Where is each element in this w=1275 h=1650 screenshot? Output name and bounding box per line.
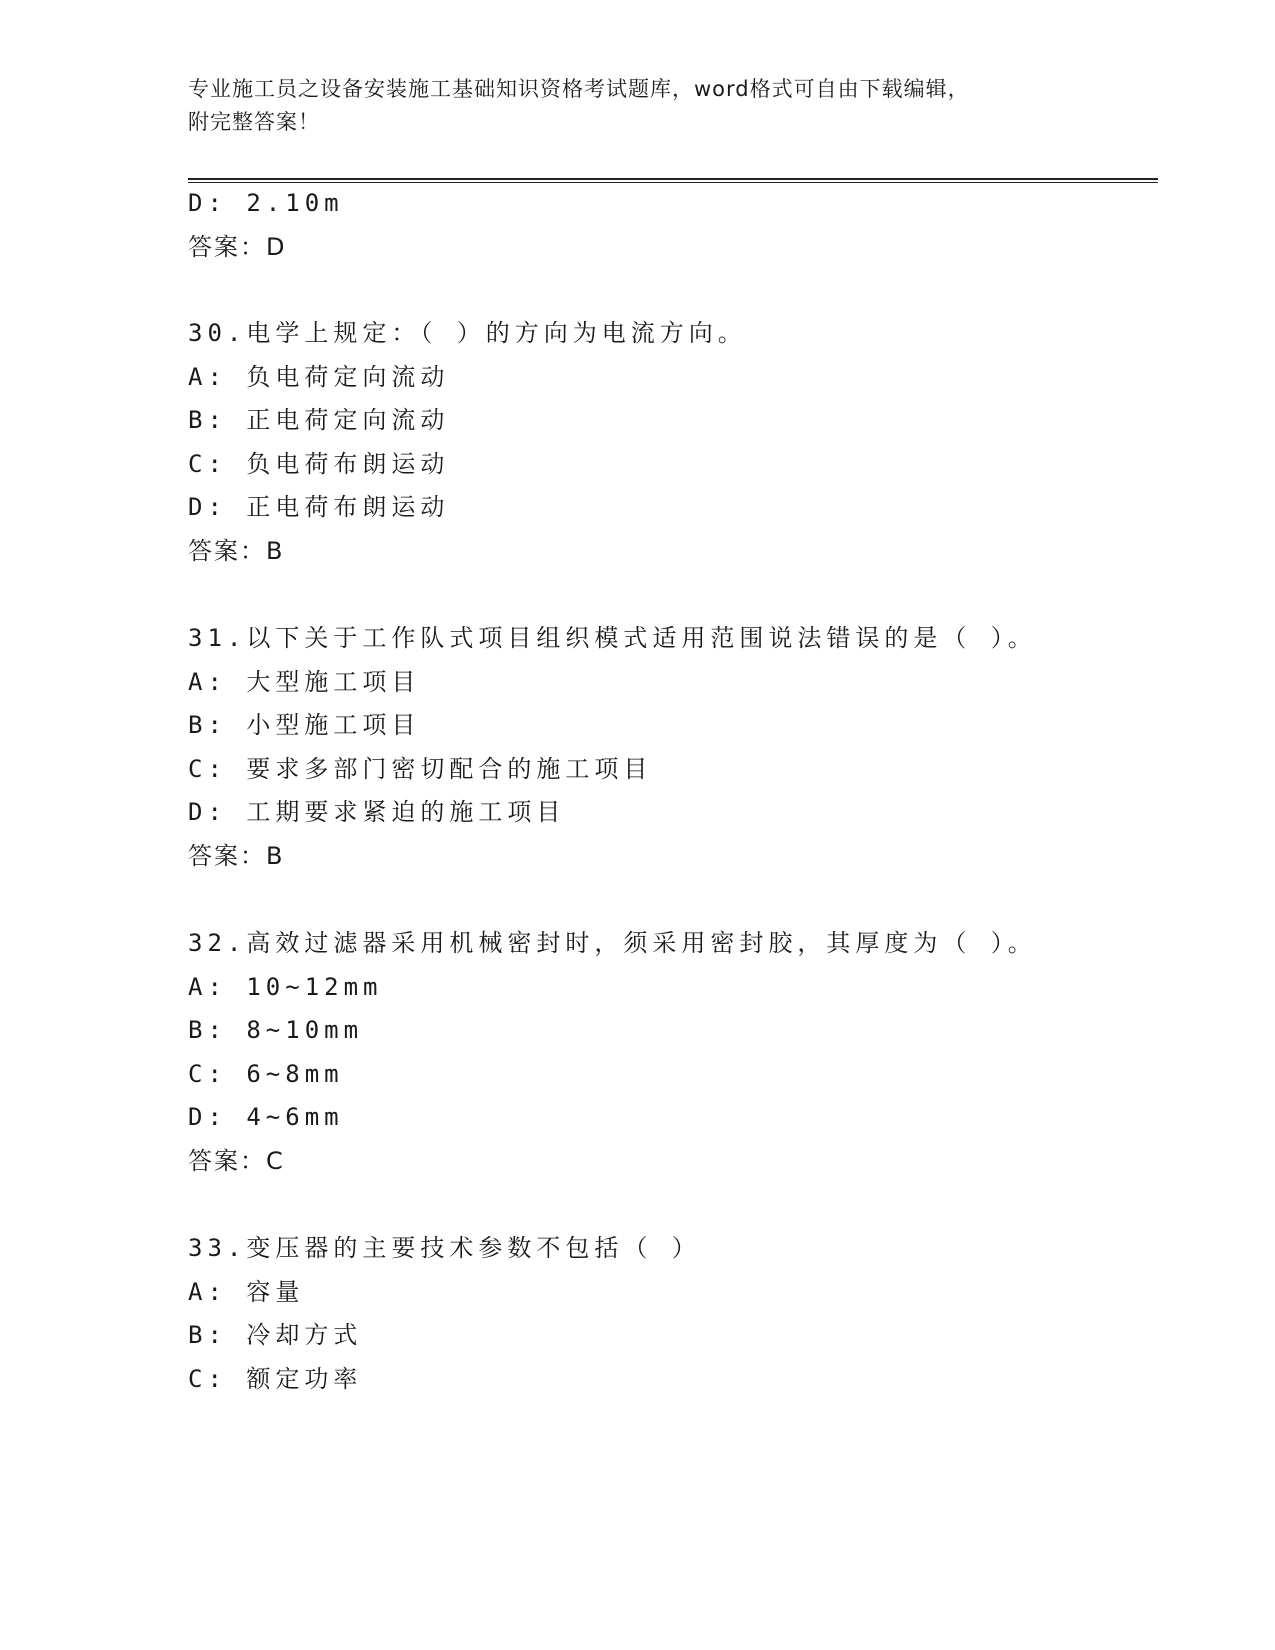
carryover-answer: 答案：D bbox=[188, 233, 287, 261]
question-32-option-b: B: 8~10mm bbox=[188, 1016, 364, 1044]
question-30-option-d: D: 正电荷布朗运动 bbox=[188, 493, 450, 521]
question-33-option-b: B: 冷却方式 bbox=[188, 1321, 363, 1349]
carryover-option-d: D: 2.10m bbox=[188, 189, 344, 217]
question-33-option-c: C: 额定功率 bbox=[188, 1365, 363, 1393]
question-30-option-c: C: 负电荷布朗运动 bbox=[188, 450, 450, 478]
question-32-option-a: A: 10~12mm bbox=[188, 973, 383, 1001]
question-31-stem: 31.以下关于工作队式项目组织模式适用范围说法错误的是（ ）。 bbox=[188, 624, 1037, 652]
question-32-option-c: C: 6~8mm bbox=[188, 1060, 344, 1088]
question-31-answer: 答案：B bbox=[188, 842, 285, 870]
header-line-1: 专业施工员之设备安装施工基础知识资格考试题库，word格式可自由下载编辑， bbox=[188, 77, 970, 101]
question-30-answer: 答案：B bbox=[188, 537, 285, 565]
question-32-option-d: D: 4~6mm bbox=[188, 1103, 344, 1131]
header-line-2: 附完整答案！ bbox=[188, 110, 320, 134]
question-30-option-a: A: 负电荷定向流动 bbox=[188, 363, 450, 391]
question-31-option-d: D: 工期要求紧迫的施工项目 bbox=[188, 798, 566, 826]
question-30-stem: 30.电学上规定：（ ）的方向为电流方向。 bbox=[188, 319, 747, 347]
header-divider bbox=[188, 178, 1158, 183]
question-31-option-b: B: 小型施工项目 bbox=[188, 711, 421, 739]
page-header bbox=[188, 73, 1068, 139]
question-30-option-b: B: 正电荷定向流动 bbox=[188, 406, 450, 434]
question-31-option-a: A: 大型施工项目 bbox=[188, 668, 421, 696]
question-31-option-c: C: 要求多部门密切配合的施工项目 bbox=[188, 755, 653, 783]
question-32-stem: 32.高效过滤器采用机械密封时，须采用密封胶，其厚度为（ ）。 bbox=[188, 929, 1037, 957]
question-33-stem: 33.变压器的主要技术参数不包括（ ） bbox=[188, 1234, 701, 1262]
question-33-option-a: A: 容量 bbox=[188, 1278, 305, 1306]
question-32-answer: 答案：C bbox=[188, 1147, 285, 1175]
